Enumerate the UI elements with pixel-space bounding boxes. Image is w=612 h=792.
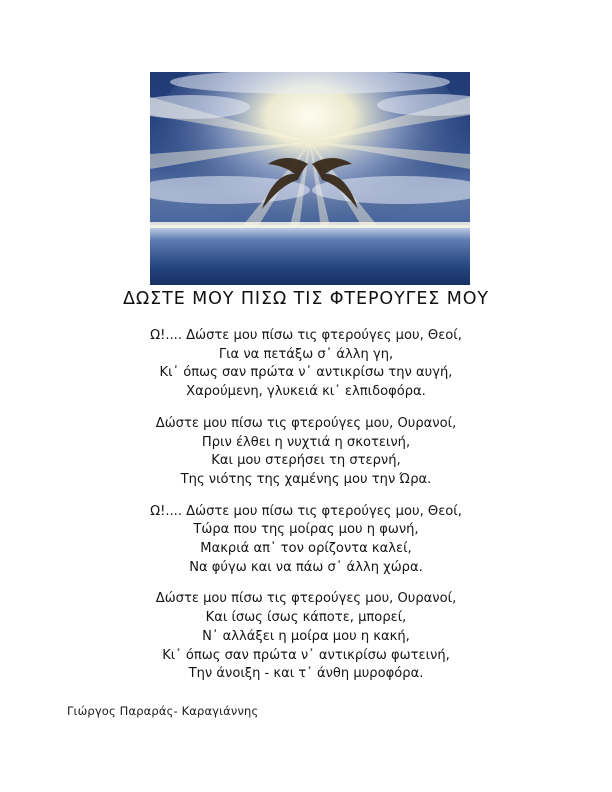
stanza-4: [0, 590, 612, 684]
poem-line: Την άνοιξη - και τ᾽ άνθη μυροφόρα.: [188, 666, 424, 682]
poem-line: Ω!.... Δώστε μου πίσω τις φτερούγες μου, Θεοί,: [150, 328, 462, 343]
poem-line: Ν᾽ αλλάξει η μοίρα μου η κακή,: [202, 628, 410, 644]
poem-line: Χαρούμενη, γλυκειά κι᾽ ελπιδοφόρα.: [186, 384, 426, 400]
poem-line: Κι᾽ όπως σαν πρώτα ν᾽ αντικρίσω την αυγή,: [159, 365, 453, 381]
poem-line: Ω!.... Δώστε μου πίσω τις φτερούγες μου, Θεοί,: [150, 503, 462, 519]
poem-line: Να φύγω και να πάω σ᾽ άλλη χώρα.: [189, 559, 423, 575]
poem-line: Και ίσως ίσως κάποτε, μπορεί,: [205, 610, 407, 626]
stanza-2: [0, 415, 612, 490]
poem-body: [0, 327, 612, 697]
poem-title: ΔΩΣΤΕ ΜΟΥ ΠΙΣΩ ΤΙΣ ΦΤΕΡΟΥΓΕΣ ΜΟΥ: [123, 289, 489, 309]
stanza-3: [0, 503, 612, 578]
hero-image: [150, 72, 470, 285]
poem-line: Της νιότης της χαμένης μου την Ώρα.: [180, 471, 432, 487]
poem-line: Τώρα που της μοίρας μου η φωνή,: [193, 522, 419, 538]
poem-line: Δώστε μου πίσω τις φτερούγες μου, Ουρανοί,: [155, 591, 457, 607]
poem-line: Για να πετάξω σ᾽ άλλη γη,: [218, 346, 394, 362]
poem-line: Μακριά απ᾽ τον ορίζοντα καλεί,: [200, 541, 412, 557]
poem-line: Κι᾽ όπως σαν πρώτα ν᾽ αντικρίσω φωτεινή,: [162, 647, 450, 663]
author-signature: Γιώργος Παραράς- Καραγιάννης: [67, 704, 259, 718]
poem-line: Δώστε μου πίσω τις φτερούγες μου, Ουρανοί,: [155, 415, 457, 431]
seagulls-sunrays-image: [150, 72, 470, 285]
stanza-1: [0, 327, 612, 402]
poem-line: Και μου στερήσει τη στερνή,: [211, 453, 401, 469]
poem-line: Πριν έλθει η νυχτιά η σκοτεινή,: [201, 434, 411, 450]
